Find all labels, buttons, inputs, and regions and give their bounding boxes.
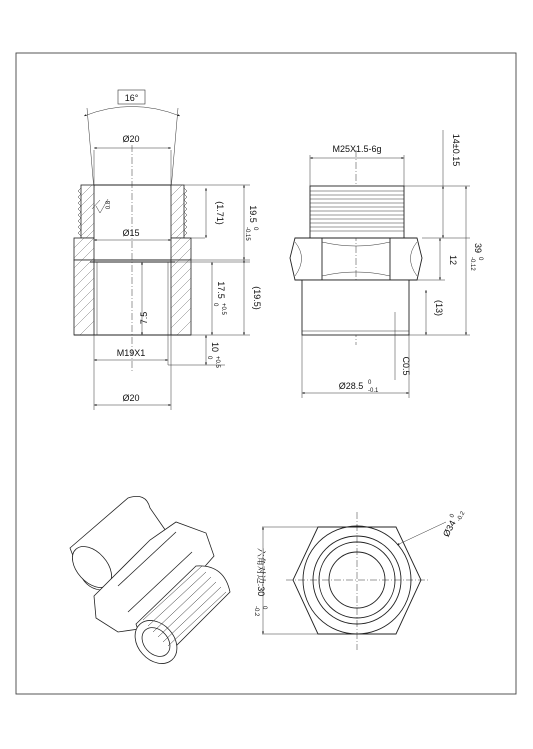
end-view [253,506,467,650]
d-19-5-sup: 0 [252,227,258,231]
depth-label: 7.5 [139,311,149,325]
dia-bottom-label: Ø20 [122,393,140,403]
dia-bore-label: Ø15 [122,228,140,238]
d-17-5-main: 17.5 [216,281,226,299]
section-view [74,90,262,410]
hex-flat-sub: -0.2 [253,606,259,617]
chamfer-label: C0.5 [401,356,411,376]
side-d39-sup: 0 [477,257,483,261]
d-17-5-sup: +0.5 [220,303,226,315]
d-19-5-sub: -0.15 [244,227,250,241]
side-dia-sub: -0.1 [368,388,379,394]
angle-label: 16° [124,93,139,103]
side-dia-main: Ø28.5 [338,381,364,391]
end-dia-sub: -0.2 [456,510,467,523]
side-d39-sub: -0.12 [469,257,475,271]
d-19-5-main: 19.5 [248,205,258,223]
side-thread-label: M25X1.5-6g [332,144,382,154]
end-dia-sup: 0 [449,513,457,519]
d-1-71-label: (1.71) [215,201,225,225]
d-17-5-sub: 0 [212,303,218,307]
dia-top-label: Ø20 [122,134,140,144]
side-view [290,130,483,398]
d-19-5p-label: (19.5) [252,286,262,310]
side-d39-main: 39 [473,242,483,254]
thread-label: M19X1 [116,348,146,358]
side-dia-sup: 0 [368,380,372,386]
roughness-label: 0.8 [106,200,112,210]
end-dia-main: Ø34 [440,518,458,539]
drawing-frame [16,53,516,694]
side-d13-label: (13) [434,299,444,317]
d-10-sup: +0.5 [214,356,220,368]
hex-flat-main: 六角对边:30 [256,547,266,597]
isometric-view [65,496,230,672]
side-d12-label: 12 [448,254,458,266]
d-10-main: 10 [210,341,220,353]
side-d14-label: 14±0.15 [451,133,461,167]
d-10-sub: 0 [206,356,212,360]
hex-flat-sup: 0 [261,606,267,610]
